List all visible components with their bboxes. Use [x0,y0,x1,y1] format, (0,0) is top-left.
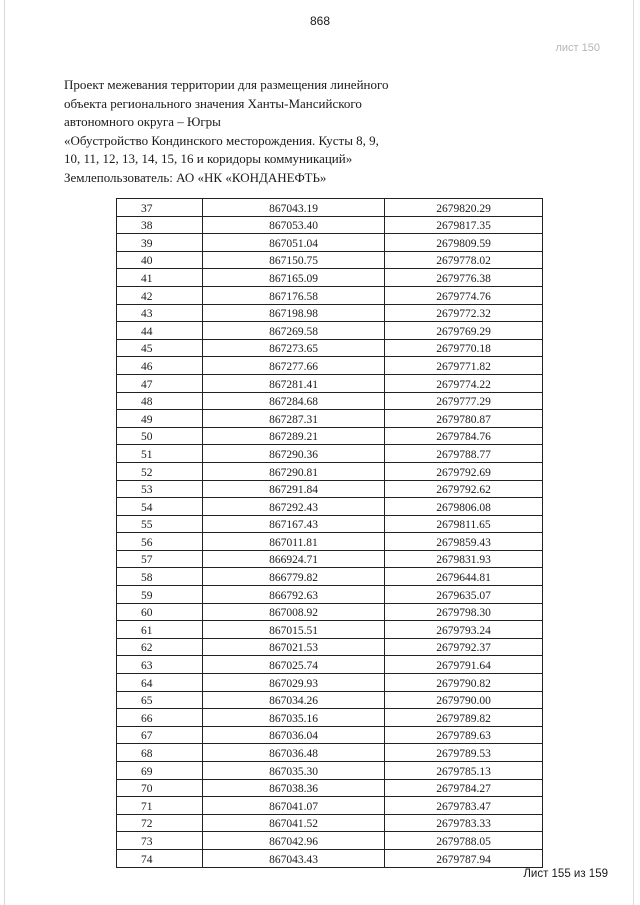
table-row [117,568,543,586]
table-row [117,392,543,410]
page-number: 868 [309,14,331,28]
table-row [117,251,543,269]
table-row [117,621,543,639]
table-row [117,586,543,604]
point-number-cell: 48 [117,392,203,410]
y-coordinate-cell: 2679806.08 [385,498,543,516]
y-coordinate-cell: 2679798.30 [385,603,543,621]
x-coordinate-cell: 867176.58 [203,286,385,304]
table-row [117,445,543,463]
header-line: Землепользователь: АО «НК «КОНДАНЕФТЬ» [64,169,327,185]
y-coordinate-cell: 2679809.59 [385,234,543,252]
point-number-cell: 59 [117,586,203,604]
point-number-cell: 37 [117,199,203,217]
table-row [117,199,543,217]
point-number-cell: 51 [117,445,203,463]
y-coordinate-cell: 2679644.81 [385,568,543,586]
y-coordinate-cell: 2679859.43 [385,533,543,551]
coordinates-table [116,198,543,868]
x-coordinate-cell: 866792.63 [203,586,385,604]
point-number-cell: 68 [117,744,203,762]
y-coordinate-cell: 2679789.82 [385,709,543,727]
table-row [117,550,543,568]
y-coordinate-cell: 2679793.24 [385,621,543,639]
x-coordinate-cell: 867292.43 [203,498,385,516]
x-coordinate-cell: 867150.75 [203,251,385,269]
point-number-cell: 66 [117,709,203,727]
header-line: 10, 11, 12, 13, 14, 15, 16 и коридоры коммуникаций» [64,151,353,167]
point-number-cell: 69 [117,762,203,780]
y-coordinate-cell: 2679774.76 [385,286,543,304]
point-number-cell: 42 [117,286,203,304]
table-row [117,779,543,797]
x-coordinate-cell: 867036.48 [203,744,385,762]
table-row [117,234,543,252]
x-coordinate-cell: 867290.81 [203,462,385,480]
x-coordinate-cell: 867287.31 [203,410,385,428]
x-coordinate-cell: 867051.04 [203,234,385,252]
point-number-cell: 72 [117,814,203,832]
point-number-cell: 56 [117,533,203,551]
point-number-cell: 50 [117,427,203,445]
point-number-cell: 40 [117,251,203,269]
y-coordinate-cell: 2679831.93 [385,550,543,568]
x-coordinate-cell: 867289.21 [203,427,385,445]
y-coordinate-cell: 2679776.38 [385,269,543,287]
x-coordinate-cell: 867053.40 [203,216,385,234]
x-coordinate-cell: 867043.43 [203,849,385,867]
x-coordinate-cell: 867041.07 [203,797,385,815]
table-row [117,638,543,656]
y-coordinate-cell: 2679783.33 [385,814,543,832]
point-number-cell: 46 [117,357,203,375]
point-number-cell: 71 [117,797,203,815]
point-number-cell: 45 [117,339,203,357]
x-coordinate-cell: 867167.43 [203,515,385,533]
table-row [117,656,543,674]
table-row [117,832,543,850]
y-coordinate-cell: 2679820.29 [385,199,543,217]
x-coordinate-cell: 867035.16 [203,709,385,727]
point-number-cell: 38 [117,216,203,234]
point-number-cell: 61 [117,621,203,639]
y-coordinate-cell: 2679787.94 [385,849,543,867]
table-row [117,762,543,780]
point-number-cell: 58 [117,568,203,586]
point-number-cell: 57 [117,550,203,568]
point-number-cell: 55 [117,515,203,533]
sheet-counter: Лист 155 из 159 [523,868,608,880]
y-coordinate-cell: 2679780.87 [385,410,543,428]
point-number-cell: 64 [117,674,203,692]
y-coordinate-cell: 2679784.27 [385,779,543,797]
y-coordinate-cell: 2679789.63 [385,726,543,744]
y-coordinate-cell: 2679772.32 [385,304,543,322]
x-coordinate-cell: 867038.36 [203,779,385,797]
table-row [117,533,543,551]
x-coordinate-cell: 867034.26 [203,691,385,709]
document-header [64,76,424,188]
x-coordinate-cell: 867015.51 [203,621,385,639]
y-coordinate-cell: 2679635.07 [385,586,543,604]
x-coordinate-cell: 867042.96 [203,832,385,850]
header-line: «Обустройство Кондинского месторождения. Кусты 8, 9, [64,132,379,148]
point-number-cell: 44 [117,322,203,340]
x-coordinate-cell: 867021.53 [203,638,385,656]
point-number-cell: 73 [117,832,203,850]
y-coordinate-cell: 2679792.62 [385,480,543,498]
x-coordinate-cell: 867273.65 [203,339,385,357]
x-coordinate-cell: 867036.04 [203,726,385,744]
table-row [117,726,543,744]
x-coordinate-cell: 867198.98 [203,304,385,322]
x-coordinate-cell: 867290.36 [203,445,385,463]
x-coordinate-cell: 867291.84 [203,480,385,498]
x-coordinate-cell: 867008.92 [203,603,385,621]
x-coordinate-cell: 867043.19 [203,199,385,217]
table-row [117,357,543,375]
table-row [117,374,543,392]
point-number-cell: 65 [117,691,203,709]
table-row [117,797,543,815]
x-coordinate-cell: 867041.52 [203,814,385,832]
point-number-cell: 39 [117,234,203,252]
x-coordinate-cell: 866924.71 [203,550,385,568]
y-coordinate-cell: 2679789.53 [385,744,543,762]
table-row [117,603,543,621]
y-coordinate-cell: 2679770.18 [385,339,543,357]
y-coordinate-cell: 2679817.35 [385,216,543,234]
y-coordinate-cell: 2679769.29 [385,322,543,340]
x-coordinate-cell: 867277.66 [203,357,385,375]
table-row [117,339,543,357]
x-coordinate-cell: 867011.81 [203,533,385,551]
table-row [117,322,543,340]
table-row [117,462,543,480]
point-number-cell: 62 [117,638,203,656]
header-line: объекта регионального значения Ханты-Мансийского [64,95,362,111]
scan-left-edge [4,0,5,905]
point-number-cell: 60 [117,603,203,621]
point-number-cell: 52 [117,462,203,480]
table-row [117,674,543,692]
x-coordinate-cell: 867035.30 [203,762,385,780]
header-line: автономного округа – Югры [64,114,221,130]
y-coordinate-cell: 2679792.69 [385,462,543,480]
point-number-cell: 41 [117,269,203,287]
point-number-cell: 54 [117,498,203,516]
x-coordinate-cell: 866779.82 [203,568,385,586]
table-row [117,814,543,832]
point-number-cell: 67 [117,726,203,744]
header-line: Проект межевания территории для размещения линейного [64,77,389,92]
x-coordinate-cell: 867281.41 [203,374,385,392]
point-number-cell: 49 [117,410,203,428]
table-row [117,286,543,304]
y-coordinate-cell: 2679783.47 [385,797,543,815]
y-coordinate-cell: 2679788.77 [385,445,543,463]
y-coordinate-cell: 2679811.65 [385,515,543,533]
point-number-cell: 47 [117,374,203,392]
table-row [117,304,543,322]
table-row [117,216,543,234]
y-coordinate-cell: 2679784.76 [385,427,543,445]
x-coordinate-cell: 867029.93 [203,674,385,692]
y-coordinate-cell: 2679788.05 [385,832,543,850]
coordinates-table-body [117,199,543,868]
point-number-cell: 43 [117,304,203,322]
table-row [117,849,543,867]
point-number-cell: 74 [117,849,203,867]
y-coordinate-cell: 2679778.02 [385,251,543,269]
table-row [117,498,543,516]
table-row [117,744,543,762]
point-number-cell: 63 [117,656,203,674]
table-row [117,515,543,533]
point-number-cell: 70 [117,779,203,797]
table-row [117,709,543,727]
table-row [117,480,543,498]
y-coordinate-cell: 2679785.13 [385,762,543,780]
table-row [117,427,543,445]
table-row [117,691,543,709]
x-coordinate-cell: 867269.58 [203,322,385,340]
y-coordinate-cell: 2679774.22 [385,374,543,392]
x-coordinate-cell: 867284.68 [203,392,385,410]
x-coordinate-cell: 867025.74 [203,656,385,674]
table-row [117,410,543,428]
scan-right-edge [633,0,634,905]
x-coordinate-cell: 867165.09 [203,269,385,287]
table-row [117,269,543,287]
y-coordinate-cell: 2679777.29 [385,392,543,410]
corner-stamp: лист 150 [555,42,600,54]
y-coordinate-cell: 2679791.64 [385,656,543,674]
y-coordinate-cell: 2679792.37 [385,638,543,656]
point-number-cell: 53 [117,480,203,498]
y-coordinate-cell: 2679771.82 [385,357,543,375]
y-coordinate-cell: 2679790.00 [385,691,543,709]
y-coordinate-cell: 2679790.82 [385,674,543,692]
